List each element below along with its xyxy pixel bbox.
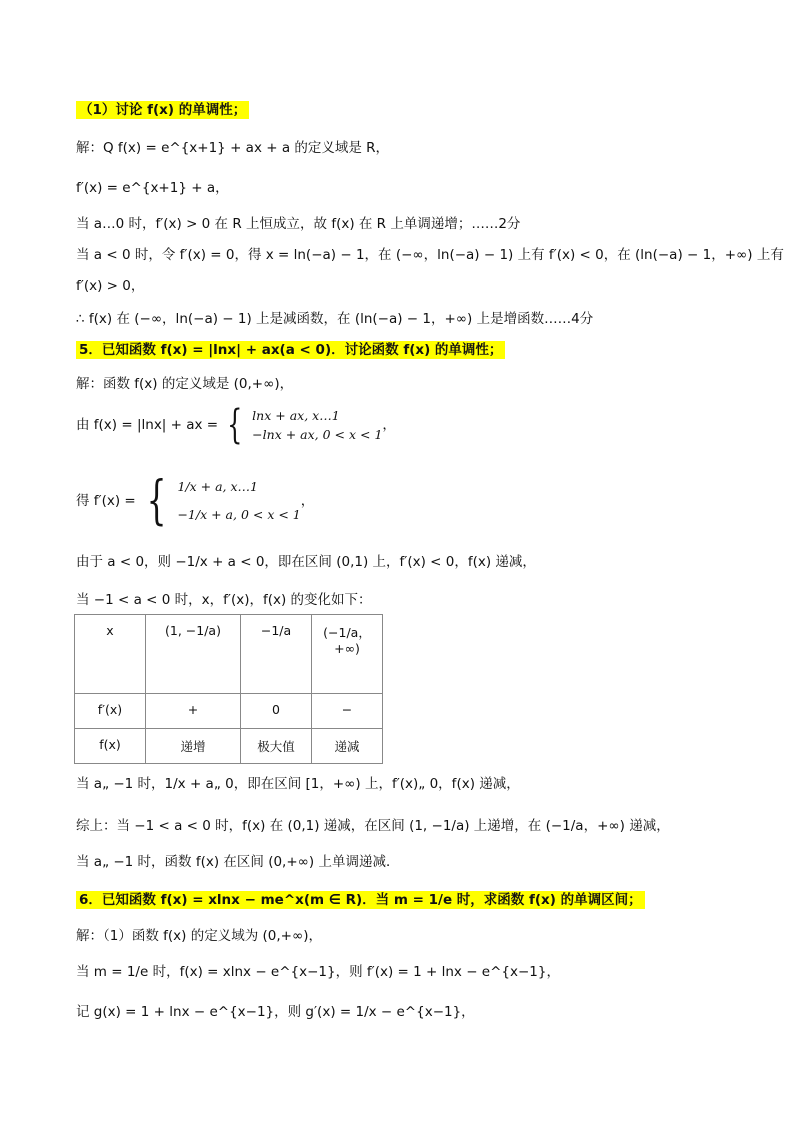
table-row: f′(x) + 0 − xyxy=(75,694,383,729)
solution-5-line-8: 当 a„ −1 时，函数 f(x) 在区间 (0,+∞) 上单调递减． xyxy=(76,854,400,870)
solution-1-line-4: 当 a < 0 时，令 f′(x) = 0，得 x = ln(−a) − 1，在 (−∞，ln(−a) − 1) 上有 f′(x) < 0，在 (ln(−a) − 1，+∞) 上有 xyxy=(76,247,784,263)
question-1-heading: （1）讨论 f(x) 的单调性； xyxy=(76,101,249,119)
solution-1-line-2: f′(x) = e^{x+1} + a， xyxy=(76,180,229,196)
solution-1-line-3: 当 a…0 时，f′(x) > 0 在 R 上恒成立，故 f(x) 在 R 上单调递增；……2分 xyxy=(76,216,521,232)
table-row: f(x) 递增 极大值 递减 xyxy=(75,729,383,764)
piecewise-derivative: 得 f′(x) = { 1/x + a, x…1 −1/x + a, 0 < x < 1 ， xyxy=(76,471,315,531)
solution-5-line-7: 综上：当 −1 < a < 0 时，f(x) 在 (0,1) 递减，在区间 (1, −1/a) 上递增，在 (−1/a，+∞) 递减， xyxy=(76,818,670,834)
solution-6-line-3: 记 g(x) = 1 + lnx − e^{x−1}，则 g′(x) = 1/x − e^{x−1}， xyxy=(76,1004,475,1020)
solution-5-line-1: 解：函数 f(x) 的定义域是 (0,+∞)， xyxy=(76,376,294,392)
piecewise-function: 由 f(x) = |lnx| + ax = { lnx + ax, x…1 −lnx + ax, 0 < x < 1 ， xyxy=(76,402,396,448)
question-5-heading: 5．已知函数 f(x) = |lnx| + ax(a < 0)．讨论函数 f(x) 的单调性； xyxy=(76,341,505,359)
solution-5-line-6: 当 a„ −1 时，1/x + a„ 0，即在区间 [1，+∞) 上，f′(x)„ 0，f(x) 递减， xyxy=(76,776,520,792)
solution-1-line-1: 解：Q f(x) = e^{x+1} + ax + a 的定义域是 R， xyxy=(76,140,390,156)
variation-table xyxy=(74,614,383,764)
question-6-heading: 6．已知函数 f(x) = xlnx − me^x(m ∈ R)．当 m = 1/e 时，求函数 f(x) 的单调区间； xyxy=(76,891,645,909)
solution-5-line-5: 当 −1 < a < 0 时，x，f′(x)，f(x) 的变化如下： xyxy=(76,592,372,608)
table-row: x (1, −1/a) −1/a (−1/a，+∞) xyxy=(75,615,383,694)
solution-1-line-6: ∴ f(x) 在 (−∞，ln(−a) − 1) 上是减函数，在 (ln(−a) − 1，+∞) 上是增函数……4分 xyxy=(76,311,594,327)
solution-5-line-4: 由于 a < 0，则 −1/x + a < 0，即在区间 (0,1) 上，f′(x) < 0，f(x) 递减， xyxy=(76,554,536,570)
solution-6-line-1: 解：（1）函数 f(x) 的定义域为 (0,+∞)， xyxy=(76,928,322,944)
derivative-cases: 1/x + a, x…1 −1/x + a, 0 < x < 1 xyxy=(177,479,301,522)
piecewise-cases: lnx + ax, x…1 −lnx + ax, 0 < x < 1 xyxy=(252,408,383,442)
solution-6-line-2: 当 m = 1/e 时，f(x) = xlnx − e^{x−1}，则 f′(x) = 1 + lnx − e^{x−1}， xyxy=(76,964,560,980)
solution-1-line-5: f′(x) > 0， xyxy=(76,278,145,294)
